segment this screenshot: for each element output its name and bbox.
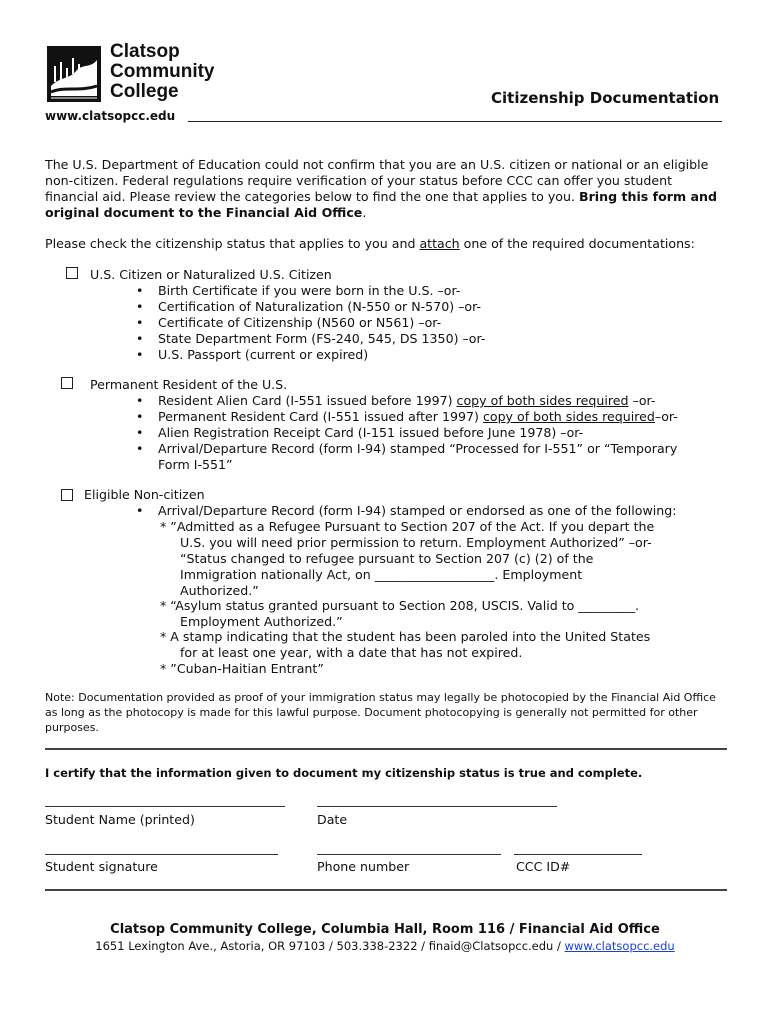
resident-item: • Arrival/Departure Record (form I-94) stamped “Processed for I-551” or “Temporary <box>158 441 677 457</box>
noncitizen-sub: * A stamp indicating that the student has been paroled into the United States <box>160 629 651 644</box>
resident-item2-underlined: copy of both sides required <box>482 409 655 424</box>
noncitizen-sub: * ”Cuban-Haitian Entrant” <box>160 661 324 676</box>
instruction-before: Please check the citizenship status that applies to you and <box>45 236 420 251</box>
citizen-item: • Certificate of Citizenship (N560 or N561) –or- <box>158 315 441 331</box>
noncitizen-sub: for at least one year, with a date that has not expired. <box>180 645 523 660</box>
certification-statement: I certify that the information given to document my citizenship status is true and complete. <box>45 766 643 780</box>
resident-item: • Alien Registration Receipt Card (I-151 issued before June 1978) –or- <box>158 425 583 441</box>
student-name-line[interactable] <box>45 806 285 807</box>
logo-line-1: Clatsop <box>110 41 180 62</box>
noncitizen-sub: Immigration nationally Act, on ___________________. Employment <box>180 567 583 582</box>
divider-bottom <box>45 889 727 891</box>
ccc-id-line[interactable] <box>514 854 642 855</box>
citizen-item: • Certification of Naturalization (N-550 or N-570) –or- <box>158 299 481 315</box>
noncitizen-sub: Authorized.” <box>180 583 259 598</box>
footer-website-link[interactable]: www.clatsopcc.edu <box>564 939 675 953</box>
resident-label: Permanent Resident of the U.S. <box>90 377 288 392</box>
footer-address: 1651 Lexington Ave., Astoria, OR 97103 / 503.338-2322 / finaid@Clatsopcc.edu / <box>95 939 565 953</box>
intro-text: The U.S. Department of Education could not confirm that you are an U.S. citizen or national or an eligible non-citizen. Federal regulations require verification of your status before CCC can offer you student financial aid. Please review the categories below to find the one that applies to you. <box>45 157 709 204</box>
note-paragraph: Note: Documentation provided as proof of your immigration status may legally be photocopied by the Financial Aid Office as long as the photocopy is made for this lawful purpose. Document photocopying is generally not permitted for other purposes. <box>45 691 716 734</box>
citizen-item: • State Department Form (FS-240, 545, DS 1350) –or- <box>158 331 485 347</box>
checkbox-citizen[interactable] <box>66 267 78 279</box>
student-signature-label: Student signature <box>45 859 158 874</box>
noncitizen-sub: * “Asylum status granted pursuant to Section 208, USCIS. Valid to _________. <box>160 598 640 613</box>
instruction-underlined: attach <box>419 236 460 251</box>
college-logo-text <box>110 42 215 102</box>
resident-item <box>158 393 655 409</box>
resident-item <box>158 409 678 425</box>
checkbox-permanent-resident[interactable] <box>61 377 73 389</box>
noncitizen-sub: “Status changed to refugee pursuant to Section 207 (c) (2) of the <box>180 551 594 566</box>
resident-item2-text: Permanent Resident Card (I-551 issued after 1997) <box>158 409 483 424</box>
ccc-id-label: CCC ID# <box>516 859 571 874</box>
student-signature-line[interactable] <box>45 854 278 855</box>
noncitizen-sub: U.S. you will need prior permission to return. Employment Authorized” –or- <box>180 535 652 550</box>
citizen-item: • Birth Certificate if you were born in the U.S. –or- <box>158 283 460 299</box>
logo-line-2: Community <box>110 61 215 82</box>
resident-item1-underlined: copy of both sides required <box>456 393 629 408</box>
resident-item1-after: –or- <box>628 393 656 408</box>
intro-paragraph <box>45 157 725 221</box>
header-rule <box>188 121 722 122</box>
resident-item-cont: Form I-551” <box>158 457 233 472</box>
citizen-item: • U.S. Passport (current or expired) <box>158 347 368 363</box>
noncitizen-sub: Employment Authorized.” <box>180 614 343 629</box>
checkbox-eligible-noncitizen[interactable] <box>61 489 73 501</box>
citizen-label: U.S. Citizen or Naturalized U.S. Citizen <box>90 267 332 282</box>
phone-number-label: Phone number <box>317 859 410 874</box>
noncitizen-item: • Arrival/Departure Record (form I-94) stamped or endorsed as one of the following: <box>158 503 676 519</box>
date-label: Date <box>317 812 348 827</box>
date-line[interactable] <box>317 806 557 807</box>
intro-bold: Bring this form and original document to the Financial Aid Office <box>45 189 718 220</box>
header-website: www.clatsopcc.edu <box>45 109 176 123</box>
instruction <box>45 236 725 251</box>
resident-item2-after: –or- <box>654 409 678 424</box>
footer-contact <box>0 939 770 953</box>
student-name-label: Student Name (printed) <box>45 812 195 827</box>
resident-item1-text: Resident Alien Card (I-551 issued before 1997) <box>158 393 457 408</box>
footer-office: Clatsop Community College, Columbia Hall, Room 116 / Financial Aid Office <box>110 922 660 937</box>
divider-top <box>45 748 727 750</box>
noncitizen-sub: * ”Admitted as a Refugee Pursuant to Section 207 of the Act. If you depart the <box>160 519 655 534</box>
document-title: Citizenship Documentation <box>491 89 720 107</box>
phone-number-line[interactable] <box>317 854 501 855</box>
instruction-after: one of the required documentations: <box>459 236 695 251</box>
logo-line-3: College <box>110 81 179 102</box>
noncitizen-label: Eligible Non-citizen <box>84 487 205 502</box>
college-logo-graphic <box>47 46 101 102</box>
intro-end: . <box>362 205 367 220</box>
